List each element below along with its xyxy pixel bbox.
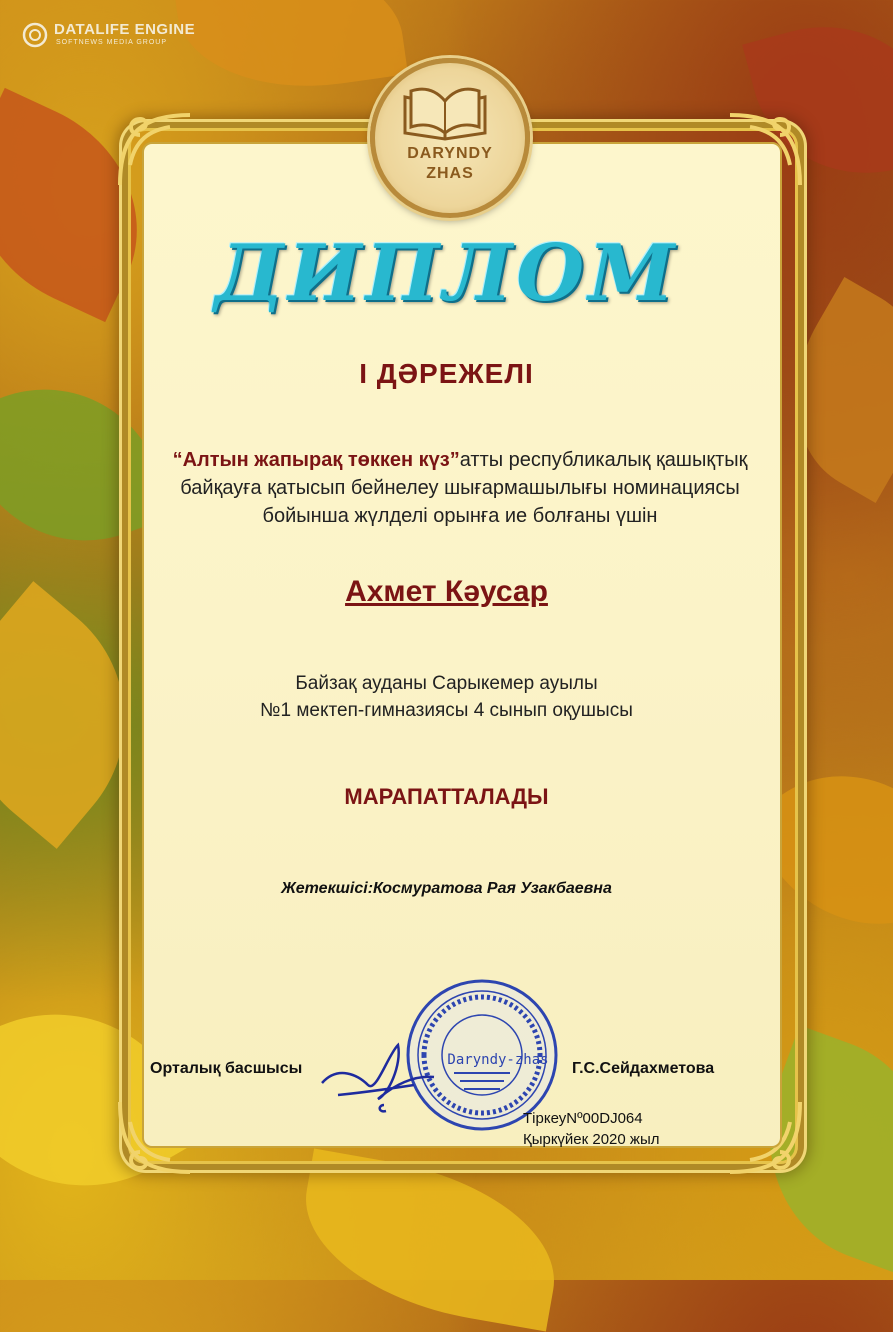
head-title: Орталық басшысы [150,1060,303,1077]
award-reason [150,446,770,530]
watermark [22,22,195,46]
watermark-title: DATALIFE ENGINE [54,21,196,38]
organization-seal [370,58,530,218]
signature-icon [318,1035,438,1115]
registration-number: ТіркеуNº00DJ064 [523,1110,643,1127]
contest-name: “Алтын жапырақ төккен күз” [172,449,460,471]
seal-name-line2: ZHAS [426,165,474,182]
leaf-decoration [290,1148,570,1331]
recipient-school [0,670,893,724]
leaf-decoration [172,0,408,105]
school-line1: Байзақ ауданы Сарыкемер ауылы [295,673,598,694]
head-name: Г.С.Сейдахметова [572,1060,715,1077]
registration-info [523,1108,659,1150]
reason-line3: бойынша жүлделі орынға ие болғаны үшін [262,505,658,527]
watermark-subtitle: SOFTNEWS MEDIA GROUP [56,39,168,46]
reason-line2: байқауға қатысып бейнелеу шығармашылығы номинациясы [180,477,740,499]
awarded-label: МАРАПАТТАЛАДЫ [344,784,549,809]
stamp-org-name: Daryndy-zhas [447,1052,549,1068]
recipient-name: Ахмет Кәусар [345,575,548,608]
supervisor-name: Жетекшісі:Космуратова Рая Узакбаевна [281,880,612,897]
diploma-title: ДИПЛОМ [214,228,679,319]
book-icon [399,83,491,141]
datalife-logo-icon [22,22,48,48]
diploma-degree: І ДӘРЕЖЕЛІ [359,358,534,389]
reason-line1: атты республикалық қашықтық [459,449,748,471]
issue-date: Қыркүйек 2020 жыл [523,1131,660,1148]
seal-name-line1: DARYNDY [407,145,493,162]
school-line2: №1 мектеп-гимназиясы 4 сынып оқушысы [260,700,633,721]
